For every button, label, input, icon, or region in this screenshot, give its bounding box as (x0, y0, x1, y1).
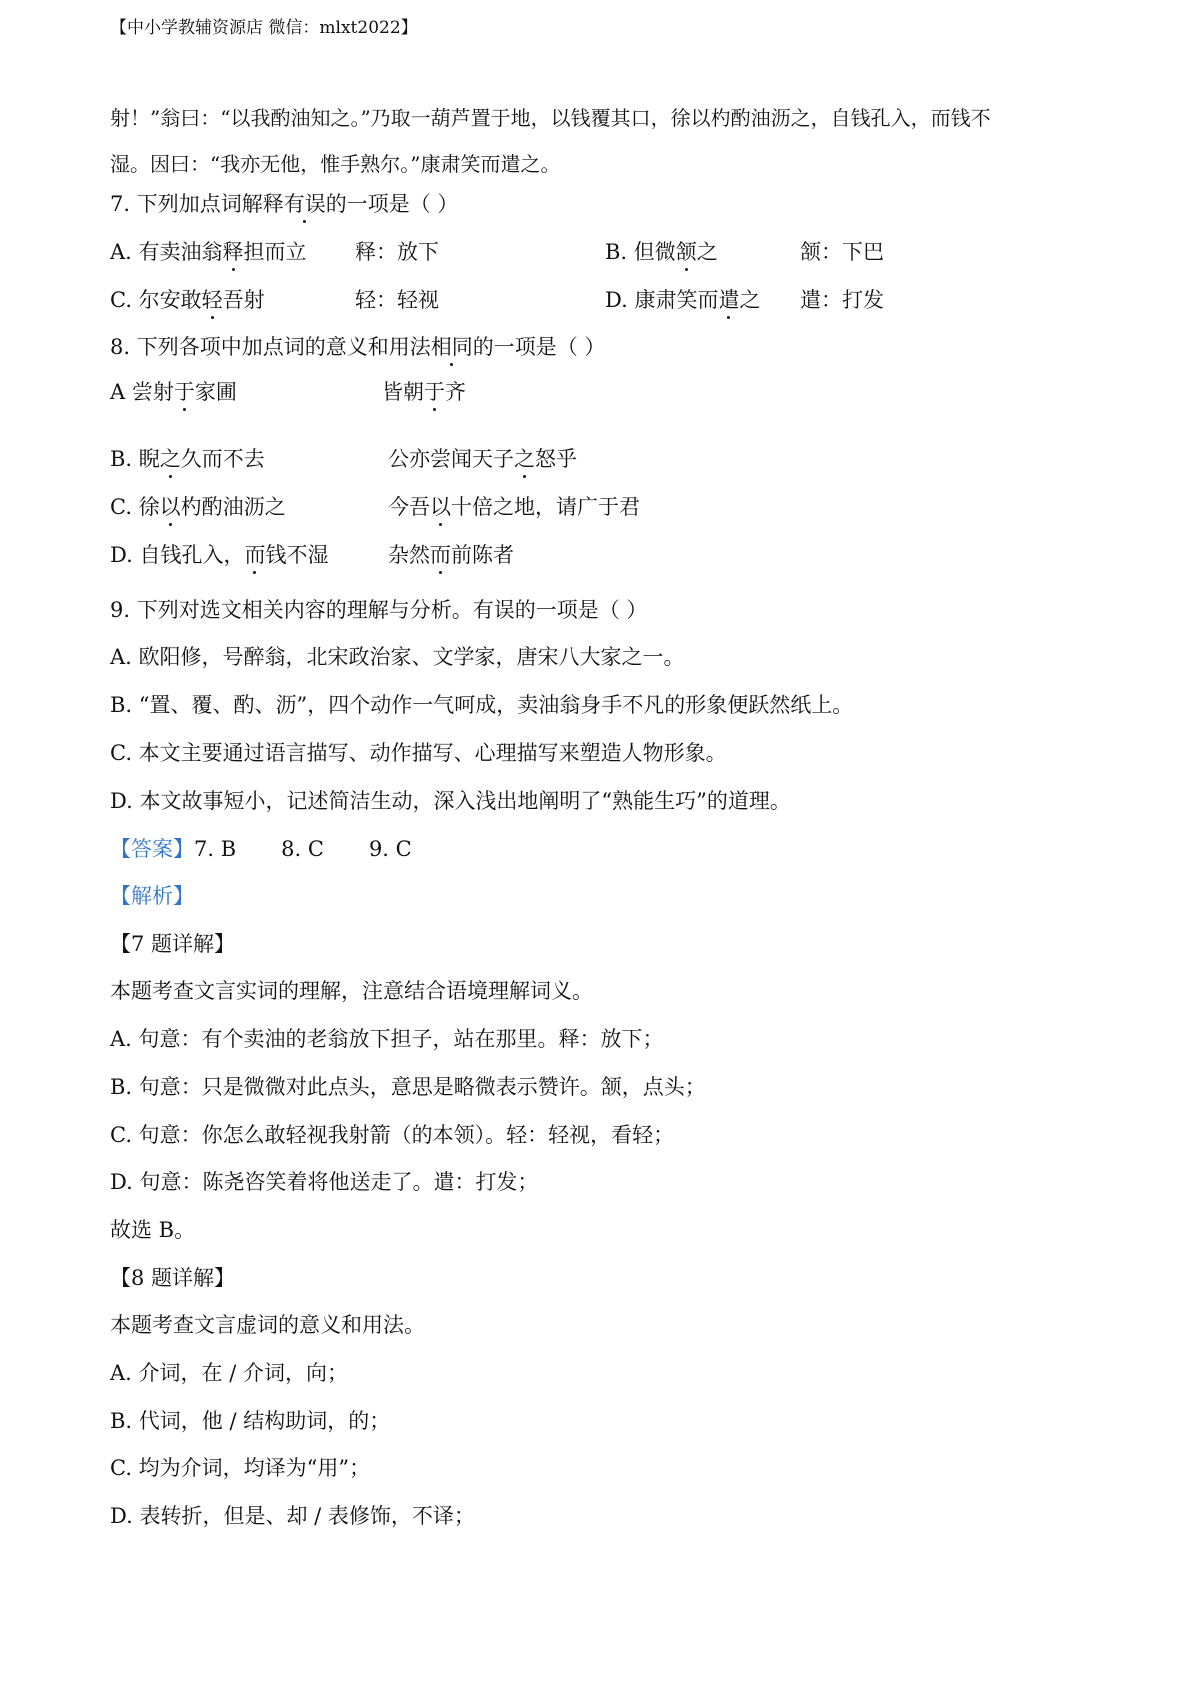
option-c-gloss: 轻：轻视 (355, 288, 439, 312)
question-7-option-a: A. 有卖油翁释担而立 释：放下 (110, 240, 439, 264)
page-header: 【中小学教辅资源店 微信：mlxt2022】 (110, 18, 418, 38)
q8-detail-intro: 本题考查文言虚词的意义和用法。 (110, 1313, 425, 1337)
option-d-gloss: 遣：打发 (800, 288, 884, 312)
question-9-option-d: D. 本文故事短小，记述简洁生动，深入浅出地阐明了“熟能生巧”的道理。 (110, 789, 791, 813)
q7-detail-conclusion: 故选 B。 (110, 1218, 196, 1242)
option-a-gloss: 释：放下 (355, 240, 439, 264)
analysis-label: 【解析】 (110, 884, 194, 908)
q8-detail-b: B. 代词，他 / 结构助词，的； (110, 1409, 391, 1433)
question-7-option-d: D. 康肃笑而遣之 遣：打发 (605, 288, 884, 312)
question-9-option-b: B. “置、覆、酌、沥”，四个动作一气呵成，卖油翁身手不凡的形象便跃然纸上。 (110, 693, 854, 717)
question-8-option-d: D. 自钱孔入，而钱不湿 杂然而前陈者 (110, 543, 514, 567)
q8-detail-d: D. 表转折，但是、却 / 表修饰，不译； (110, 1504, 475, 1528)
question-9-option-a: A. 欧阳修，号醉翁，北宋政治家、文学家，唐宋八大家之一。 (110, 645, 685, 669)
question-7-option-b: B. 但微颔之 颔：下巴 (605, 240, 884, 264)
q7-detail-heading: 【7 题详解】 (110, 932, 236, 956)
option-b-gloss: 颔：下巴 (800, 240, 884, 264)
q7-detail-c: C. 句意：你怎么敢轻视我射箭（的本领）。轻：轻视，看轻； (110, 1123, 675, 1147)
q7-detail-d: D. 句意：陈尧咨笑着将他送走了。遣：打发； (110, 1170, 539, 1194)
passage-line-1: 射！”翁曰：“以我酌油知之。”乃取一葫芦置于地，以钱覆其口，徐以杓酌油沥之，自钱孔入，而钱不 (110, 106, 991, 130)
answer-label: 【答案】 (110, 837, 194, 861)
question-7-option-c: C. 尔安敢轻吾射 轻：轻视 (110, 288, 439, 312)
q8-detail-a: A. 介词，在 / 介词，向； (110, 1361, 348, 1385)
question-9-option-c: C. 本文主要通过语言描写、动作描写、心理描写来塑造人物形象。 (110, 741, 727, 765)
q7-detail-intro: 本题考查文言实词的理解，注意结合语境理解词义。 (110, 979, 593, 1003)
question-8-option-c: C. 徐以杓酌油沥之 今吾以十倍之地，请广于君 (110, 495, 640, 519)
q8-detail-c: C. 均为介词，均译为“用”； (110, 1456, 371, 1480)
question-8-option-b: B. 睨之久而不去 公亦尝闻天子之怒乎 (110, 447, 577, 471)
answer-line: 【答案】7. B 8. C 9. C (110, 837, 412, 861)
q8-detail-heading: 【8 题详解】 (110, 1266, 236, 1290)
question-7-stem: 7. 下列加点词解释有误的一项是（ ） (110, 192, 459, 216)
q7-detail-b: B. 句意：只是微微对此点头，意思是略微表示赞许。颔，点头； (110, 1075, 706, 1099)
passage-line-2: 湿。因曰：“我亦无他，惟手熟尔。”康肃笑而遣之。 (110, 152, 561, 176)
question-8-stem: 8. 下列各项中加点词的意义和用法相同的一项是（ ） (110, 335, 606, 359)
question-9-stem: 9. 下列对选文相关内容的理解与分析。有误的一项是（ ） (110, 598, 648, 622)
question-8-option-a: A 尝射于家圃 皆朝于齐 (110, 380, 466, 404)
q7-detail-a: A. 句意：有个卖油的老翁放下担子，站在那里。释：放下； (110, 1027, 664, 1051)
